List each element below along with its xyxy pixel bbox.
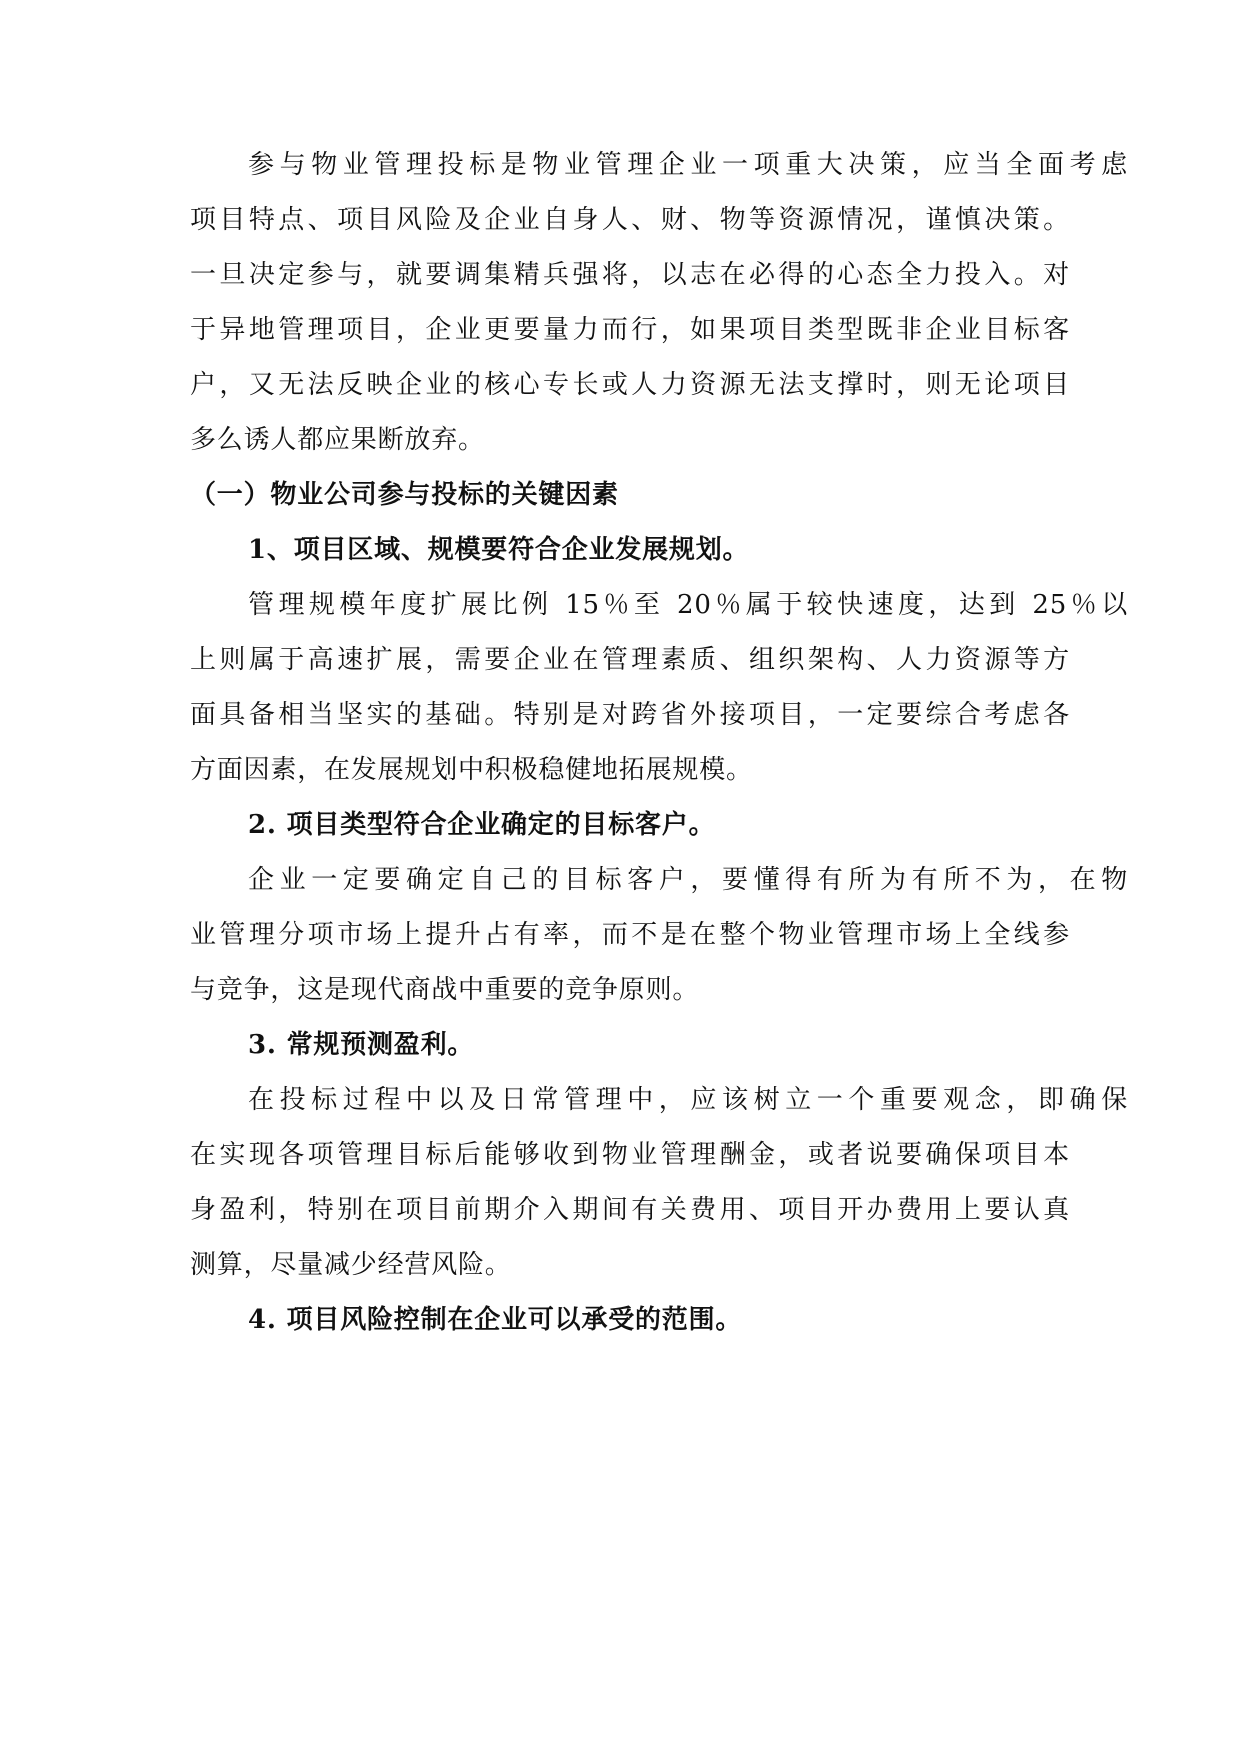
item-heading-2: 2. 项目类型符合企业确定的目标客户。: [248, 810, 716, 840]
paragraph-intro-line-1: 参与物业管理投标是物业管理企业一项重大决策，应当全面考虑: [248, 150, 1128, 180]
paragraph-2-line-3: 与竞争，这是现代商战中重要的竞争原则。: [190, 975, 700, 1005]
document-page: [190, 0, 1128, 1754]
item-heading-4: 4. 项目风险控制在企业可以承受的范围。: [248, 1305, 743, 1335]
paragraph-3-line-4: 测算，尽量减少经营风险。: [190, 1250, 512, 1280]
paragraph-1-line-1: 管理规模年度扩展比例 15％至 20％属于较快速度，达到 25％以: [248, 590, 1128, 620]
paragraph-2-line-1: 企业一定要确定自己的目标客户，要懂得有所为有所不为，在物: [248, 865, 1128, 895]
item-heading-3: 3. 常规预测盈利。: [248, 1030, 475, 1060]
paragraph-1-line-4: 方面因素，在发展规划中积极稳健地拓展规模。: [190, 755, 753, 785]
item-heading-1: 1、项目区域、规模要符合企业发展规划。: [248, 535, 750, 565]
paragraph-1-line-3: 面具备相当坚实的基础。特别是对跨省外接项目，一定要综合考虑各: [190, 700, 1070, 730]
paragraph-intro-line-3: 一旦决定参与，就要调集精兵强将，以志在必得的心态全力投入。对: [190, 260, 1070, 290]
paragraph-3-line-1: 在投标过程中以及日常管理中，应该树立一个重要观念，即确保: [248, 1085, 1128, 1115]
section-heading: （一）物业公司参与投标的关键因素: [190, 480, 619, 510]
paragraph-3-line-2: 在实现各项管理目标后能够收到物业管理酬金，或者说要确保项目本: [190, 1140, 1070, 1170]
paragraph-intro-line-5: 户，又无法反映企业的核心专长或人力资源无法支撑时，则无论项目: [190, 370, 1070, 400]
paragraph-intro-line-4: 于异地管理项目，企业更要量力而行，如果项目类型既非企业目标客: [190, 315, 1070, 345]
paragraph-intro-line-2: 项目特点、项目风险及企业自身人、财、物等资源情况，谨慎决策。: [190, 205, 1070, 235]
paragraph-1-line-2: 上则属于高速扩展，需要企业在管理素质、组织架构、人力资源等方: [190, 645, 1070, 675]
paragraph-intro-line-6: 多么诱人都应果断放弃。: [190, 425, 485, 455]
paragraph-2-line-2: 业管理分项市场上提升占有率，而不是在整个物业管理市场上全线参: [190, 920, 1070, 950]
paragraph-3-line-3: 身盈利，特别在项目前期介入期间有关费用、项目开办费用上要认真: [190, 1195, 1070, 1225]
